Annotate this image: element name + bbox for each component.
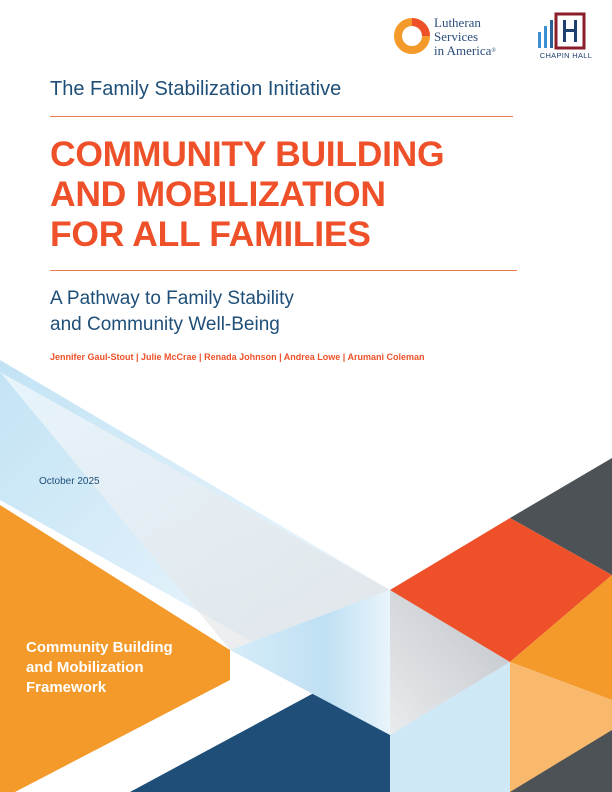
subtitle-line-2: and Community Well-Being [50, 314, 280, 335]
main-title [50, 134, 520, 254]
author-list: Jennifer Gaul-Stout | Julie McCrae | Renada Johnson | Andrea Lowe | Arumani Coleman [50, 352, 425, 362]
lsa-line-1: Lutheran [434, 15, 481, 30]
framework-line-1: Community Building [26, 639, 173, 656]
chapin-hall-caption: CHAPIN HALL [539, 51, 593, 60]
lsa-line-2: Services [434, 29, 479, 44]
lutheran-services-logo [394, 16, 519, 62]
lsa-circle-icon [394, 18, 430, 54]
middle-divider [50, 270, 517, 271]
title-line-2: AND MOBILIZATION [50, 174, 386, 214]
subtitle [50, 286, 510, 338]
chapin-hall-icon [534, 10, 598, 50]
framework-line-3: Framework [26, 679, 107, 696]
top-divider [50, 116, 513, 117]
initiative-title: The Family Stabilization Initiative [50, 78, 342, 100]
title-line-3: FOR ALL FAMILIES [50, 214, 371, 254]
subtitle-line-1: A Pathway to Family Stability [50, 288, 294, 309]
title-line-1: COMMUNITY BUILDING [50, 134, 445, 174]
lsa-line-3: in America® [434, 43, 496, 58]
framework-line-2: and Mobilization [26, 659, 144, 676]
framework-label [26, 638, 226, 698]
publication-date: October 2025 [39, 476, 100, 487]
chapin-hall-logo [534, 10, 598, 64]
